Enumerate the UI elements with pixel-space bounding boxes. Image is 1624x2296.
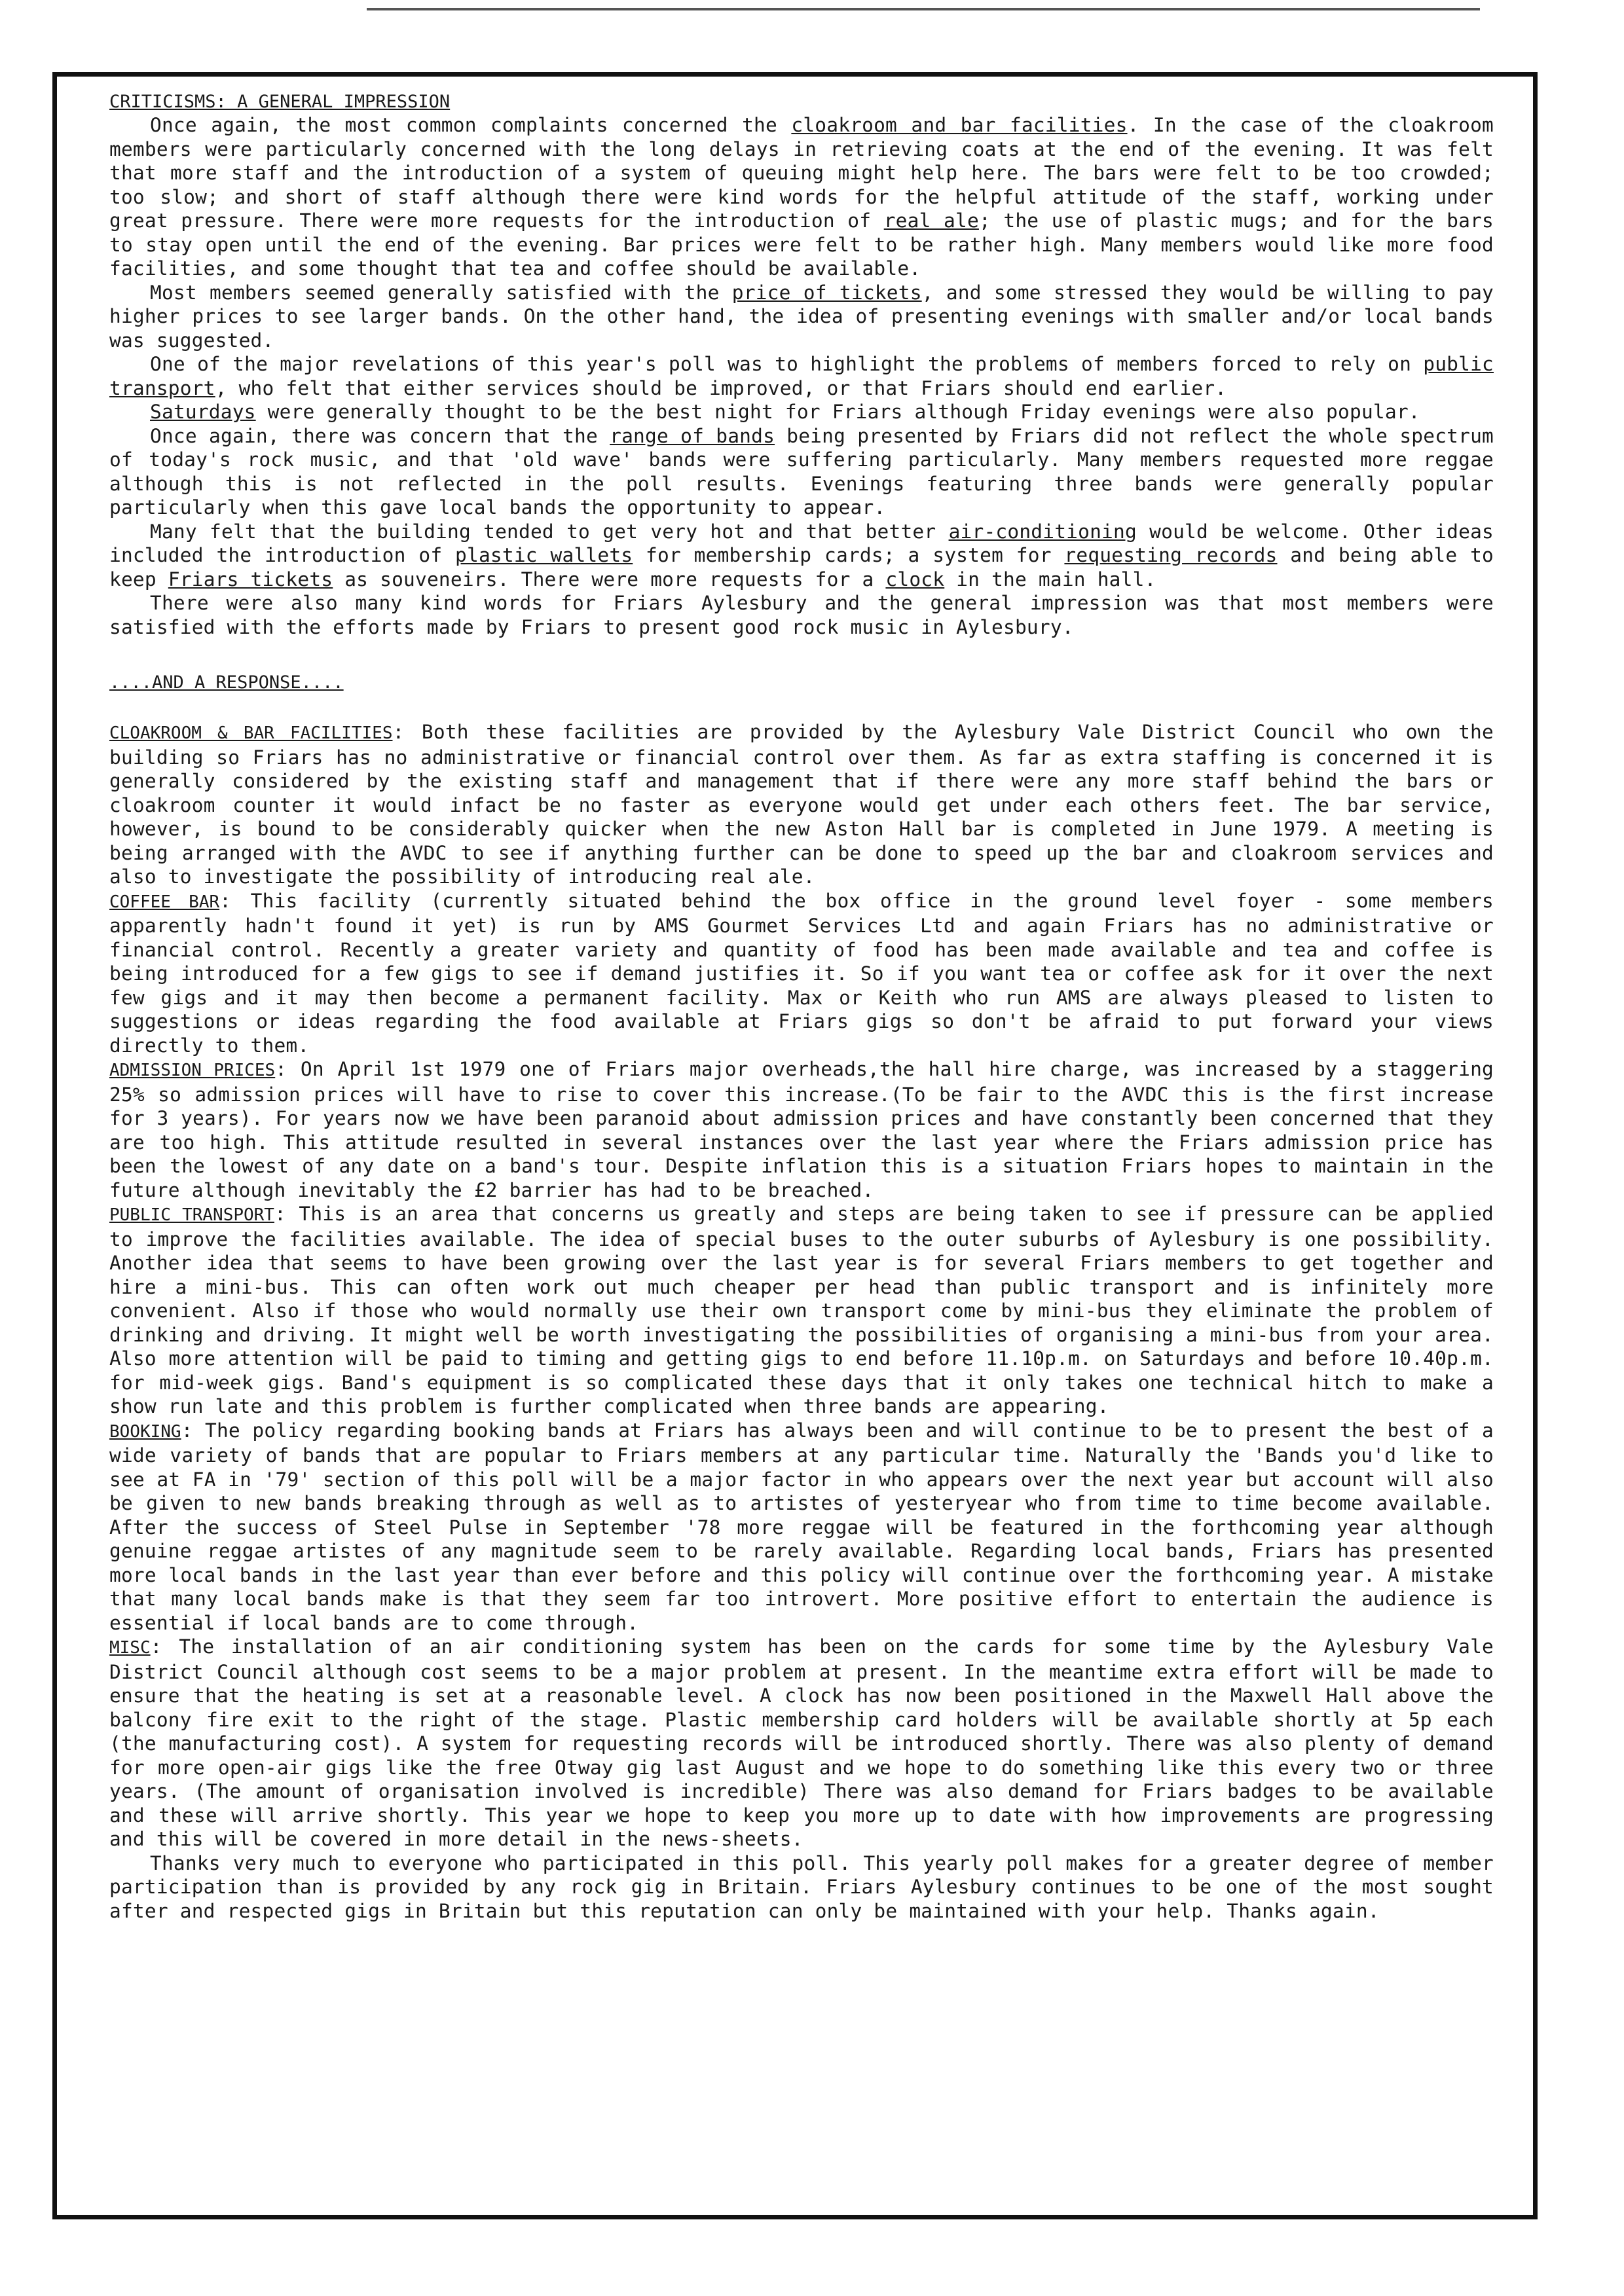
criticisms-paragraph-facilities: Once again, the most common complaints concerned the cloakroom and bar facilities. In the case of the cloakroom members were particularly concerned with the long delays in retrieving coats at the end of the evening. It was felt that more staff and the introduction of a system of queuing might help here. The bars were felt to be too crowded; too slow; and short of staff although there were kind words for the helpful attitude of the staff, working under great pressure. There were more requests for the introduction of real ale; the use of plastic mugs; and for the bars to stay open until the end of the evening. Bar prices were felt to be rather high. Many members would like more food facilities, and some thought that tea and coffee should be available. xyxy=(109,114,1494,280)
response-cloakroom: CLOAKROOM & BAR FACILITIES: Both these facilities are provided by the Aylesbury Vale District Council who own the building so Friars has no administrative or financial control over them. As far as extra staffing is concerned it is generally considered by the existing staff and management that if there were any more staff behind the bars or cloakroom counter it would infact be no faster as everyone would get under each others feet. The bar service, however, is bound to be considerably quicker when the new Aston Hall bar is completed in June 1979. A meeting is being arranged with the AVDC to see if anything further can be done to speed up the bar and cloakroom services and also to investigate the possibility of introducing real ale. xyxy=(109,721,1494,888)
underlined-term: cloakroom and bar facilities xyxy=(791,114,1128,136)
underlined-term: Friars tickets xyxy=(168,568,333,591)
underlined-term: real ale xyxy=(883,210,979,232)
response-admission-prices: ADMISSION PRICES: On April 1st 1979 one of Friars major overheads,the hall hire charge, was increased by a staggering 25% so admission prices will have to rise to cover this increase.(To be fair to the AVDC this is the first increase for 3 years). For years now we have been paranoid about admission prices and have constantly been concerned that they are too high. This attitude resulted in several instances over the last year where the Friars admission price has been the lowest of any date on a band's tour. Despite inflation this is a situation Friars hopes to maintain in the future although inevitably the £2 barrier has had to be breached. xyxy=(109,1058,1494,1201)
page-frame xyxy=(52,72,1538,2219)
closing-paragraph: Thanks very much to everyone who participated in this poll. This yearly poll makes for a greater degree of member participation than is provided by any rock gig in Britain. Friars Aylesbury continues to be one of the most sought after and respected gigs in Britain but this reputation can only be maintained with your help. Thanks again. xyxy=(109,1851,1494,1922)
response-booking: BOOKING: The policy regarding booking bands at Friars has always been and will continue to be to present the best of a wide variety of bands that are popular to Friars members at any particular time. Naturally the 'Bands you'd like to see at FA in '79' section of this poll will be a major factor in who appears over the next year but account will also be given to new bands breaking through as well as to artistes of yesteryear who from time to time become available. After the success of Steel Pulse in September '78 more reggae will be featured in the forthcoming year although genuine reggae artistes of any magnitude seem to be rarely available. Regarding local bands, Friars has presented more local bands in the last year than ever before and this policy will continue over the forthcoming year. A mistake that many local bands make is that they seem far too introvert. More positive effort to entertain the audience is essential if local bands are to come through. xyxy=(109,1419,1494,1634)
criticisms-paragraph-saturdays: Saturdays were generally thought to be the best night for Friars although Friday evenings were also popular. xyxy=(150,401,1420,423)
underlined-term: price of tickets xyxy=(731,281,922,304)
section-label: ADMISSION PRICES xyxy=(109,1061,276,1080)
underlined-term: range of bands xyxy=(610,424,775,447)
section-label: MISC xyxy=(109,1638,151,1658)
criticisms-paragraph-transport: One of the major revelations of this year's poll was to highlight the problems of members forced to rely on public transport, who felt that either services should be improved, or that Friars should end earlier. xyxy=(109,353,1494,399)
underlined-term: Saturdays xyxy=(150,401,256,423)
criticisms-paragraph-bands: Once again, there was concern that the range of bands being presented by Friars did not reflect the whole spectrum of today's rock music, and that 'old wave' bands were suffering particularly. Many members requested more reggae although this is not reflected in the poll results. Evenings featuring three bands were generally popular particularly when this gave local bands the opportunity to appear. xyxy=(109,424,1494,519)
underlined-term: public transport xyxy=(109,353,1494,399)
criticisms-paragraph-summary: There were also many kind words for Friars Aylesbury and the general impression was that most members were satisfied with the efforts made by Friars to present good rock music in Aylesbury. xyxy=(109,592,1494,638)
section-label: PUBLIC TRANSPORT xyxy=(109,1205,274,1225)
section-label: COFFEE BAR xyxy=(109,892,220,912)
underlined-term: plastic wallets xyxy=(455,544,633,566)
criticisms-paragraph-tickets: Most members seemed generally satisfied with the price of tickets, and some stressed they would be willing to pay higher prices to see larger bands. On the other hand, the idea of presenting evenings with smaller and/or local bands was suggested. xyxy=(109,281,1494,352)
criticisms-paragraph-ideas: Many felt that the building tended to get very hot and that better air-conditioning would be welcome. Other ideas included the introduction of plastic wallets for membership cards; a system for requesting records and being able to keep Friars tickets as souveneirs. There were more requests for a clock in the main hall. xyxy=(109,520,1494,591)
criticisms-heading: CRITICISMS: A GENERAL IMPRESSION xyxy=(109,92,451,112)
response-coffee-bar: COFFEE BAR: This facility (currently situated behind the box office in the ground level foyer - some members apparently hadn't found it yet) is run by AMS Gourmet Services Ltd and again Friars has no administrative or financial control. Recently a greater variety and quantity of food has been made available and tea and coffee is being introduced for a few gigs to see if demand justifies it. So if you want tea or coffee ask for it over the next few gigs and it may then become a permanent facility. Max or Keith who run AMS are always pleased to listen to suggestions or ideas regarding the food available at Friars gigs so don't be afraid to put forward your views directly to them. xyxy=(109,889,1494,1057)
section-label: BOOKING xyxy=(109,1421,181,1442)
response-heading: ....AND A RESPONSE.... xyxy=(109,672,344,693)
response-misc: MISC: The installation of an air conditioning system has been on the cards for some time by the Aylesbury Vale District Council although cost seems to be a major problem at present. In the meantime extra effort will be made to ensure that the heating is set at a reasonable level. A clock has now been positioned in the Maxwell Hall above the balcony fire exit to the right of the stage. Plastic membership card holders will be available shortly at 5p each (the manufacturing cost). A system for requesting records will be introduced shortly. There was also plenty of demand for more open-air gigs like the free Otway gig last August and we hope to do something like this every two or three years. (The amount of organisation involved is incredible) There was also demand for Friars badges to be available and these will arrive shortly. This year we hope to keep you more up to date with how improvements are progressing and this will be covered in more detail in the news-sheets. xyxy=(109,1635,1494,1850)
response-public-transport: PUBLIC TRANSPORT: This is an area that concerns us greatly and steps are being taken to see if pressure can be applied to improve the facilities available. The idea of special buses to the outer suburbs of Aylesbury is one possibility. Another idea that seems to have been growing over the last year is for several Friars members to get together and hire a mini-bus. This can often work out much cheaper per head than public transport and is infinitely more convenient. Also if those who would normally use their own transport come by mini-bus they eliminate the problem of drinking and driving. It might well be worth investigating the possibilities of organising a mini-bus from your area. Also more attention will be paid to timing and getting gigs to end before 11.10p.m. on Saturdays and before 10.40p.m. for mid-week gigs. Band's equipment is so complicated these days that it only takes one technical hitch to make a show run late and this problem is further complicated when three bands are appearing. xyxy=(109,1203,1494,1417)
section-label: CLOAKROOM & BAR FACILITIES xyxy=(109,723,393,743)
underlined-term: requesting records xyxy=(1064,544,1278,566)
underlined-term: clock xyxy=(885,568,945,591)
top-rule xyxy=(367,8,1480,10)
underlined-term: air-conditioning xyxy=(948,520,1137,543)
